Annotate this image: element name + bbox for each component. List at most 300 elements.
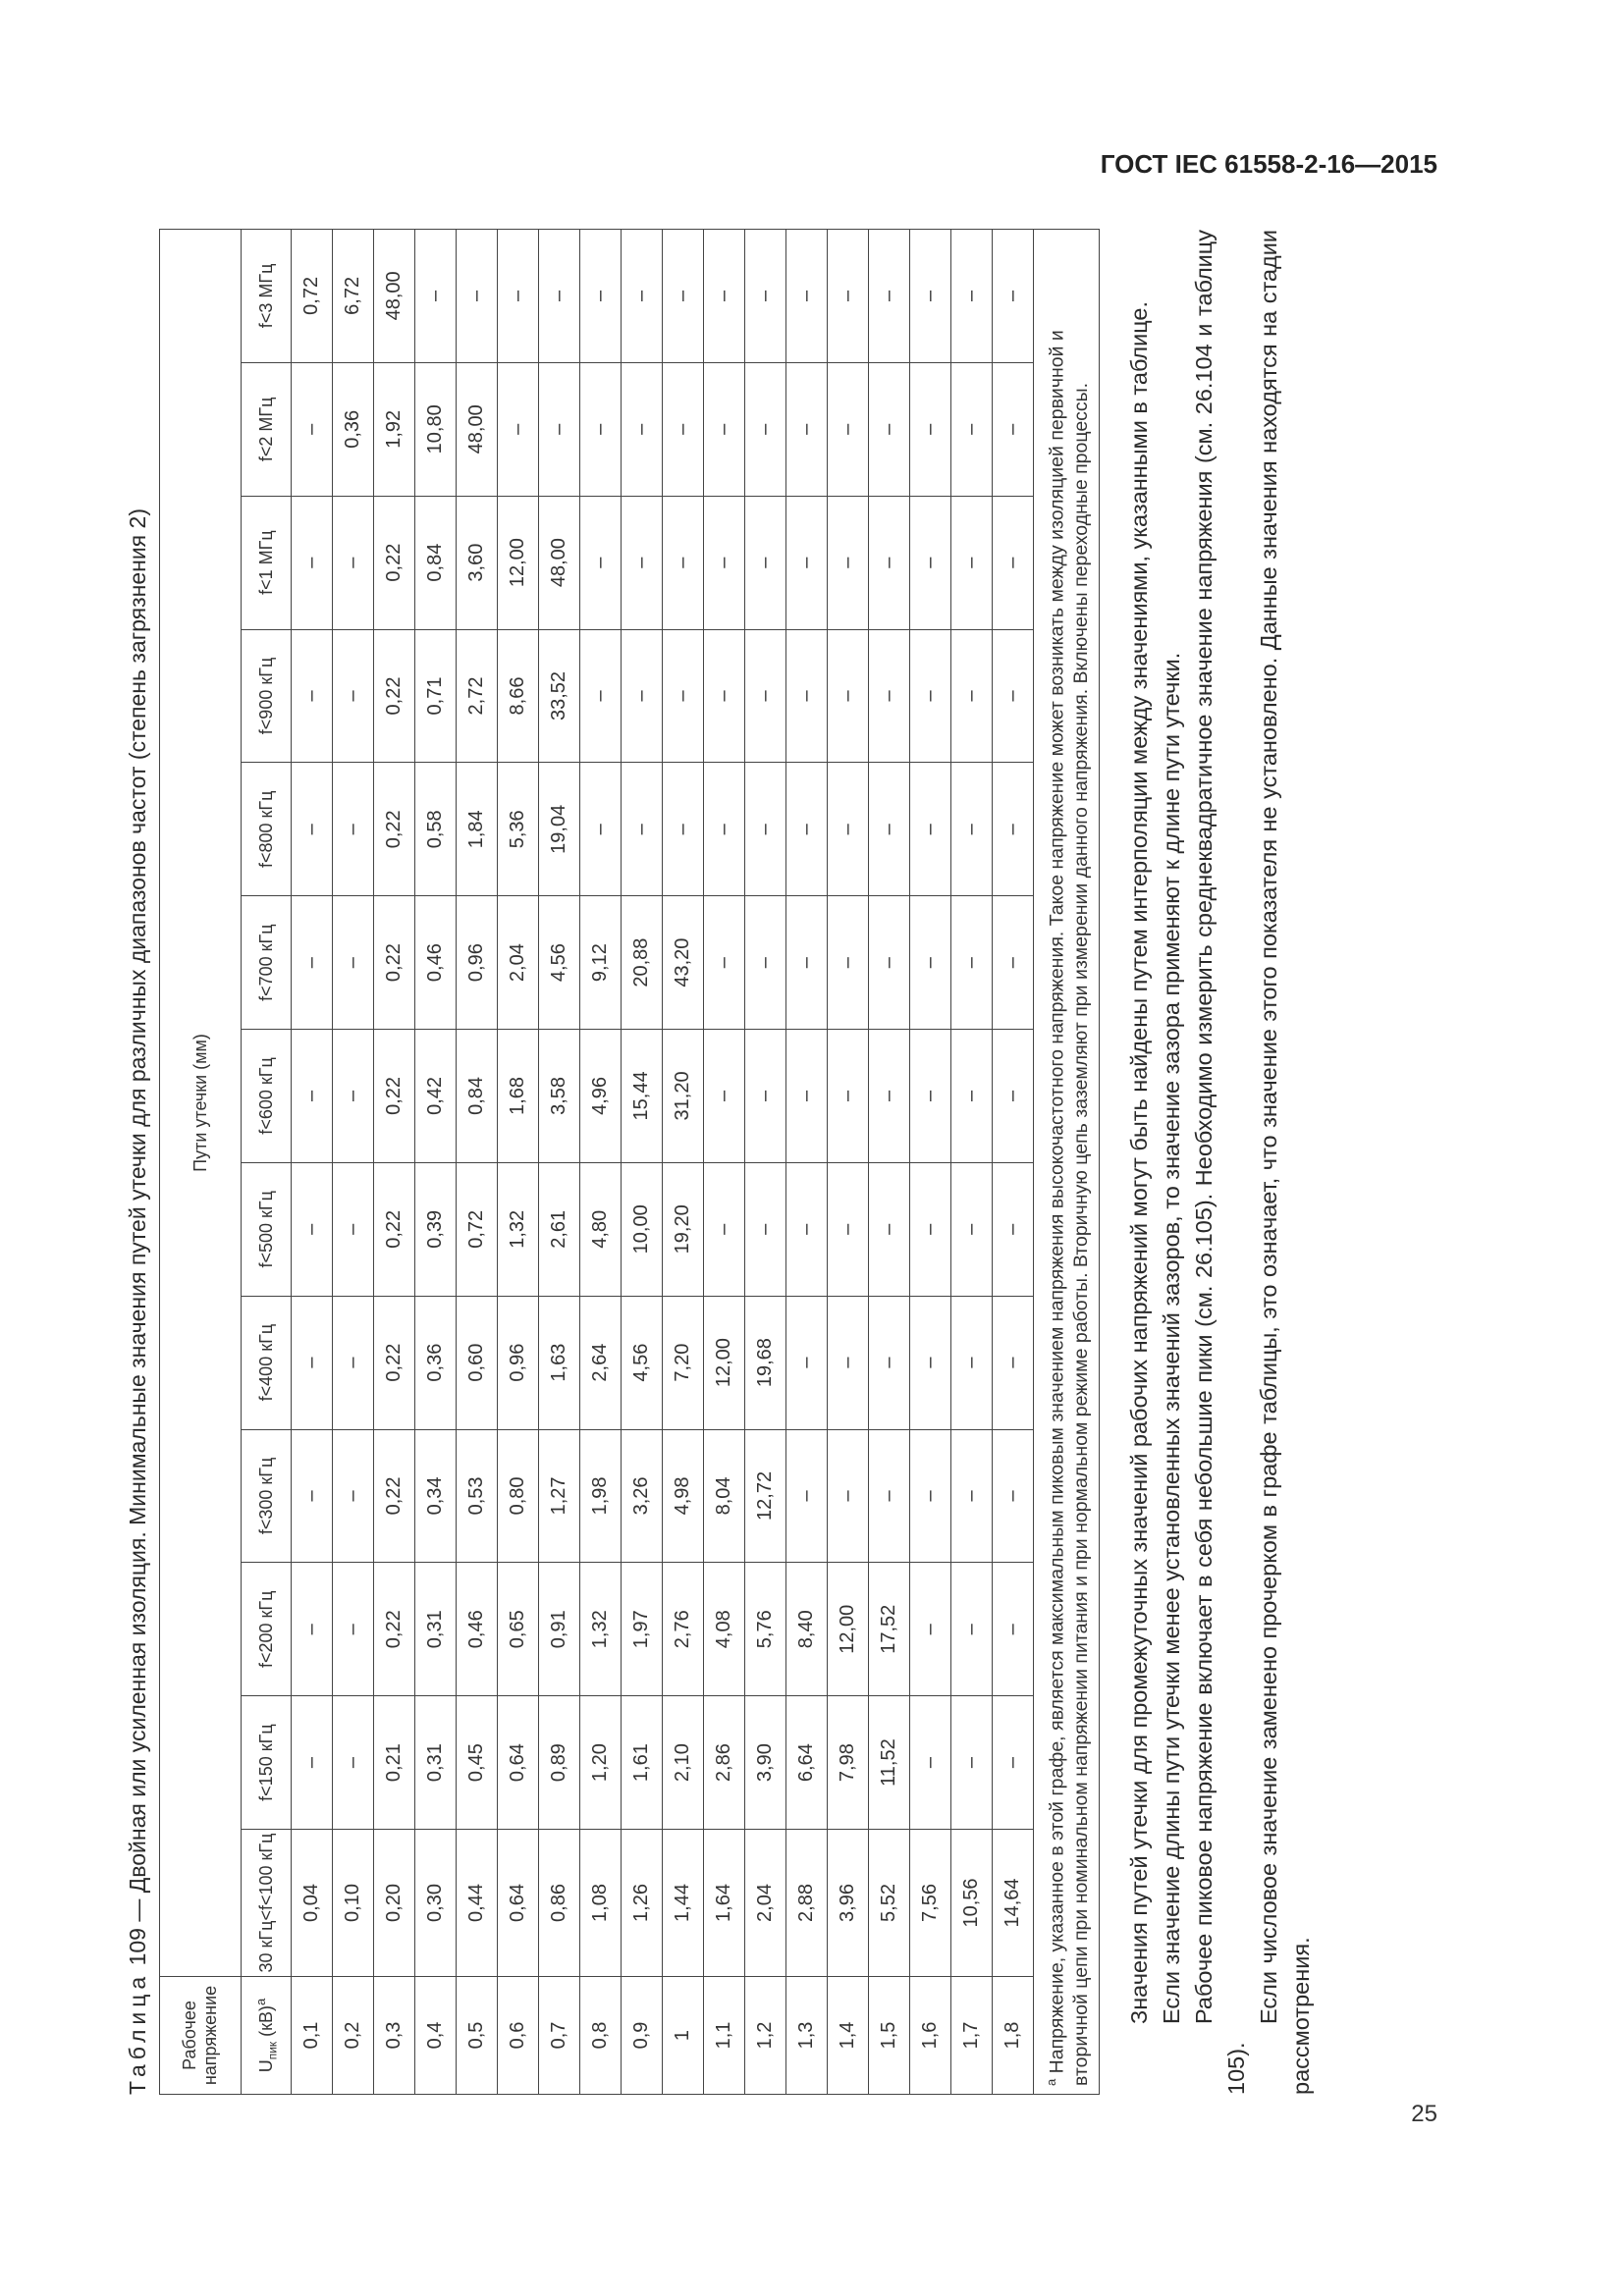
creepage-cell: – [292,763,333,896]
creepage-cell: 1,84 [457,763,498,896]
creepage-cell: 0,22 [374,1162,415,1296]
creepage-cell: 0,22 [374,1563,415,1696]
creepage-cell: 0,84 [457,1030,498,1163]
footnote-text: Напряжение, указанное в этой графе, является максимальным пиковым значением напряжения высокочастотного напряжения. Такое напряжение может возникать между изоляцией первичной и вторичной цепи при номинальном напряжении питания и при нормальном режиме работы. Вторичную цепь заземляют при измерении данного напряжения. Включены переходные процессы. [1046,330,1092,2086]
creepage-cell: 0,21 [374,1696,415,1830]
creepage-cell: – [786,1296,828,1429]
creepage-cell: – [993,629,1034,763]
creepage-cell: 0,71 [415,629,457,763]
creepage-cell: – [951,229,993,362]
paragraph-dash-meaning: Если числовое значение заменено прочерком в графе таблицы, это означает, что значение этого показателя не установлено. Данные значения находятся на стадии рассмотрения. [1255,230,1314,2095]
voltage-cell: 0,7 [539,1977,580,2095]
creepage-cell: – [333,1429,374,1563]
table-row [292,229,333,2094]
creepage-cell: 2,10 [663,1696,704,1830]
creepage-cell: 0,22 [374,1296,415,1429]
creepage-cell: – [292,362,333,496]
creepage-cell: – [333,1162,374,1296]
creepage-cell: – [910,1696,951,1830]
creepage-cell: 0,91 [539,1563,580,1696]
creepage-cell: – [993,496,1034,629]
creepage-cell: 6,64 [786,1696,828,1830]
creepage-cell: 3,26 [622,1429,663,1563]
creepage-cell: 0,46 [415,896,457,1030]
creepage-cell: – [622,763,663,896]
creepage-cell: – [580,629,622,763]
table-row [951,229,993,2094]
creepage-cell: – [910,362,951,496]
creepage-cell: – [663,496,704,629]
creepage-cell: – [333,1563,374,1696]
creepage-cell: – [539,362,580,496]
creepage-cell: 20,88 [622,896,663,1030]
document-code: ГОСТ IEC 61558-2-16—2015 [1100,149,1437,179]
creepage-cell: – [704,1030,745,1163]
creepage-cell: 17,52 [869,1563,910,1696]
working-voltage-header: Рабочее напряжение [160,1977,242,2095]
creepage-cell: – [745,496,786,629]
table-row [869,229,910,2094]
creepage-cell: – [951,1030,993,1163]
creepage-cell: – [869,1030,910,1163]
voltage-cell: 1,5 [869,1977,910,2095]
creepage-table [159,229,1100,2095]
creepage-cell: – [745,1030,786,1163]
creepage-cell: 1,20 [580,1696,622,1830]
creepage-cell: 1,32 [498,1162,539,1296]
creepage-cell: 0,31 [415,1696,457,1830]
creepage-cell: 0,34 [415,1429,457,1563]
creepage-cell: 0,96 [498,1296,539,1429]
creepage-cell: – [292,1563,333,1696]
frequency-column-header: f<1 МГц [242,496,292,629]
creepage-cell: 3,96 [828,1830,869,1977]
creepage-cell: 0,80 [498,1429,539,1563]
creepage-cell: – [292,896,333,1030]
creepage-cell: 1,97 [622,1563,663,1696]
voltage-cell: 0,8 [580,1977,622,2095]
creepage-cell: 0,30 [415,1830,457,1977]
creepage-cell: – [333,496,374,629]
creepage-cell: 1,61 [622,1696,663,1830]
creepage-cell: 1,64 [704,1830,745,1977]
creepage-cell: 2,04 [745,1830,786,1977]
creepage-cell: 4,56 [622,1296,663,1429]
creepage-cell: – [910,496,951,629]
creepage-cell: 2,64 [580,1296,622,1429]
creepage-cell: – [745,763,786,896]
creepage-cell: 1,98 [580,1429,622,1563]
creepage-cell: 3,90 [745,1696,786,1830]
table-row [415,229,457,2094]
creepage-cell: 0,10 [333,1830,374,1977]
page-number: 25 [1411,2101,1437,2127]
creepage-cell: – [951,896,993,1030]
voltage-cell: 1 [663,1977,704,2095]
creepage-cell: 33,52 [539,629,580,763]
creepage-cell: 4,80 [580,1162,622,1296]
creepage-cell: – [580,763,622,896]
creepage-cell: – [292,1030,333,1163]
creepage-cell: – [869,1429,910,1563]
creepage-cell: – [745,896,786,1030]
creepage-cell: – [292,1162,333,1296]
voltage-cell: 0,3 [374,1977,415,2095]
creepage-cell: 0,58 [415,763,457,896]
creepage-cell: – [704,896,745,1030]
table-row [704,229,745,2094]
creepage-cell: – [910,629,951,763]
creepage-cell: 1,32 [580,1563,622,1696]
creepage-cell: – [828,496,869,629]
creepage-cell: – [910,1563,951,1696]
creepage-cell: 0,72 [457,1162,498,1296]
creepage-cell: – [292,1429,333,1563]
rotated-table-block [116,230,1412,2095]
creepage-cell: – [333,763,374,896]
creepage-cell: – [704,629,745,763]
creepage-cell: – [663,229,704,362]
table-row [498,229,539,2094]
creepage-cell: 1,63 [539,1296,580,1429]
creepage-cell: 12,00 [828,1563,869,1696]
creepage-cell: 2,72 [457,629,498,763]
creepage-cell: 8,40 [786,1563,828,1696]
creepage-cell: 0,39 [415,1162,457,1296]
creepage-cell: 0,36 [415,1296,457,1429]
creepage-cell: – [333,896,374,1030]
creepage-cell: – [910,229,951,362]
creepage-cell: 9,12 [580,896,622,1030]
creepage-cell: 8,04 [704,1429,745,1563]
creepage-cell: – [828,1030,869,1163]
creepage-cell: 0,44 [457,1830,498,1977]
creepage-cell: – [828,763,869,896]
creepage-cell: – [951,1696,993,1830]
creepage-cell: 1,92 [374,362,415,496]
creepage-cell: 0,89 [539,1696,580,1830]
voltage-cell: 1,2 [745,1977,786,2095]
creepage-cell: – [910,1296,951,1429]
creepage-cell: – [993,1296,1034,1429]
frequency-column-header: f<400 кГц [242,1296,292,1429]
creepage-cell: 7,98 [828,1696,869,1830]
creepage-cell: 48,00 [539,496,580,629]
creepage-cell: – [292,496,333,629]
creepage-cell: 10,80 [415,362,457,496]
creepage-cell: 0,22 [374,629,415,763]
creepage-cell: 3,58 [539,1030,580,1163]
creepage-cell: – [786,362,828,496]
paragraph-clearance: Если значение длины пути утечки менее установленных значений зазоров, то значение зазора применяют к длине пути утечки. [1158,652,1184,2024]
creepage-cell: – [993,1162,1034,1296]
creepage-cell: 12,00 [498,496,539,629]
table-row [828,229,869,2094]
creepage-cell: 43,20 [663,896,704,1030]
creepage-cell: 1,08 [580,1830,622,1977]
creepage-cell: 5,52 [869,1830,910,1977]
creepage-cell: – [539,229,580,362]
voltage-cell: 1,4 [828,1977,869,2095]
creepage-cell: – [869,1162,910,1296]
creepage-cell: – [333,629,374,763]
creepage-cell: – [745,229,786,362]
creepage-cell: – [786,763,828,896]
creepage-cell: 3,60 [457,496,498,629]
creepage-cell: 7,56 [910,1830,951,1977]
creepage-cell: – [415,229,457,362]
creepage-cell: – [580,496,622,629]
creepage-cell: – [786,1162,828,1296]
frequency-column-header: f<3 МГц [242,229,292,362]
creepage-cell: 10,56 [951,1830,993,1977]
creepage-cell: – [993,229,1034,362]
creepage-cell: – [993,896,1034,1030]
voltage-cell: 1,3 [786,1977,828,2095]
creepage-cell: – [498,229,539,362]
voltage-cell: 0,4 [415,1977,457,2095]
creepage-cell: – [786,1030,828,1163]
table-row [663,229,704,2094]
creepage-cell: – [951,362,993,496]
creepage-cell: 0,42 [415,1030,457,1163]
paragraph-interpolation: Значения путей утечки для промежуточных значений рабочих напряжений могут быть найдены путем интерполяции между значениями, указанными в таблице. [1125,301,1152,2024]
table-caption [116,230,159,2095]
table-row [786,229,828,2094]
voltage-cell: 1,8 [993,1977,1034,2095]
creepage-cell: – [869,362,910,496]
creepage-cell: 1,68 [498,1030,539,1163]
creepage-cell: – [663,629,704,763]
creepage-cell: 0,96 [457,896,498,1030]
creepage-cell: 2,04 [498,896,539,1030]
creepage-cell: 19,20 [663,1162,704,1296]
creepage-cell: – [457,229,498,362]
frequency-column-header: f<900 кГц [242,629,292,763]
creepage-cell: 11,52 [869,1696,910,1830]
frequency-column-header: f<700 кГц [242,896,292,1030]
frequency-column-header: f<500 кГц [242,1162,292,1296]
creepage-cell: 2,86 [704,1696,745,1830]
creepage-cell: – [622,629,663,763]
creepage-cell: – [704,362,745,496]
creepage-cell: 48,00 [457,362,498,496]
body-text [1123,230,1318,2095]
creepage-cell: 5,36 [498,763,539,896]
table-row [374,229,415,2094]
table-row [580,229,622,2094]
footnote-mark-header: a [252,1998,268,2005]
creepage-cell: 0,45 [457,1696,498,1830]
creepage-cell: 0,22 [374,763,415,896]
voltage-cell: 0,1 [292,1977,333,2095]
creepage-cell: 0,31 [415,1563,457,1696]
creepage-cell: – [622,229,663,362]
creepage-cell: 15,44 [622,1030,663,1163]
creepage-cell: – [951,1563,993,1696]
creepage-cell: – [786,896,828,1030]
creepage-cell: 31,20 [663,1030,704,1163]
creepage-cell: 2,61 [539,1162,580,1296]
voltage-symbol: U [255,2059,276,2073]
frequency-column-header: f<800 кГц [242,763,292,896]
voltage-cell: 1,6 [910,1977,951,2095]
table-footnote [1034,229,1100,2094]
creepage-cell: – [951,1429,993,1563]
creepage-cell: – [951,1162,993,1296]
creepage-cell: – [828,1162,869,1296]
creepage-cell: 4,98 [663,1429,704,1563]
creepage-cell: 14,64 [993,1830,1034,1977]
footnote-mark: a [1044,2078,1058,2086]
creepage-cell: – [869,896,910,1030]
creepage-cell: 0,53 [457,1429,498,1563]
creepage-cell: – [869,229,910,362]
creepage-cell: 1,27 [539,1429,580,1563]
creepage-cell: – [498,362,539,496]
voltage-cell: 0,2 [333,1977,374,2095]
voltage-subscript: пик [265,2041,280,2060]
creepage-cell: – [993,1563,1034,1696]
creepage-cell: 0,84 [415,496,457,629]
creepage-cell: 6,72 [333,229,374,362]
creepage-cell: 4,56 [539,896,580,1030]
creepage-cell: – [704,1162,745,1296]
creepage-cell: – [828,1429,869,1563]
frequency-column-header: f<2 МГц [242,362,292,496]
creepage-cell: 0,36 [333,362,374,496]
frequency-column-header: f<150 кГц [242,1696,292,1830]
creepage-cell: – [828,362,869,496]
creepage-cell: – [292,629,333,763]
creepage-cell: – [910,896,951,1030]
creepage-cell: 1,44 [663,1830,704,1977]
creepage-cell: – [993,763,1034,896]
creepage-cell: 48,00 [374,229,415,362]
creepage-cell: 8,66 [498,629,539,763]
creepage-cell: – [333,1696,374,1830]
creepage-cell: – [869,1296,910,1429]
creepage-cell: – [292,1696,333,1830]
creepage-cell: – [786,1429,828,1563]
paragraph-peak-voltage: Рабочее пиковое напряжение включает в себя небольшие пики (см. 26.105). Необходимо измерить среднеквадратичное значение напряжения (см. 26.104 и таблицу 105). [1190,230,1249,2095]
creepage-cell: 2,76 [663,1563,704,1696]
creepage-cell: – [869,763,910,896]
frequency-column-header: f<300 кГц [242,1429,292,1563]
creepage-cell: – [663,362,704,496]
creepage-cell: 0,86 [539,1830,580,1977]
creepage-cell: 4,08 [704,1563,745,1696]
creepage-cell: – [745,629,786,763]
creepage-cell: – [869,629,910,763]
table-row [622,229,663,2094]
table-row [910,229,951,2094]
creepage-cell: – [622,496,663,629]
creepage-cell: 0,65 [498,1563,539,1696]
voltage-column-header [242,1977,292,2095]
creepage-cell: 0,22 [374,1030,415,1163]
creepage-cell: 2,88 [786,1830,828,1977]
creepage-cell: 5,76 [745,1563,786,1696]
creepage-cell: – [786,629,828,763]
creepage-cell: – [580,229,622,362]
creepage-cell: – [704,496,745,629]
creepage-cell: 19,04 [539,763,580,896]
creepage-cell: – [704,763,745,896]
voltage-unit: (кВ) [255,2004,276,2042]
creepage-cell: – [993,1429,1034,1563]
creepage-cell: – [910,763,951,896]
creepage-cell: 0,04 [292,1830,333,1977]
creepage-cell: – [951,629,993,763]
creepage-cell: – [828,1296,869,1429]
creepage-cell: 0,22 [374,896,415,1030]
creepage-cell: – [745,362,786,496]
creepage-cell: – [910,1429,951,1563]
creepage-cell: 4,96 [580,1030,622,1163]
creepage-cell: – [828,629,869,763]
creepage-cell: 0,64 [498,1696,539,1830]
creepage-cell: – [951,496,993,629]
frequency-column-header: f<600 кГц [242,1030,292,1163]
creepage-cell: – [869,496,910,629]
creepage-cell: 0,22 [374,1429,415,1563]
creepage-cell: 10,00 [622,1162,663,1296]
creepage-cell: – [704,229,745,362]
creepage-cell: – [333,1030,374,1163]
creepage-cell: 0,20 [374,1830,415,1977]
voltage-cell: 1,1 [704,1977,745,2095]
voltage-cell: 0,5 [457,1977,498,2095]
creepage-cell: – [910,1162,951,1296]
creepage-cell: 0,22 [374,496,415,629]
table-row [457,229,498,2094]
table-row [993,229,1034,2094]
voltage-cell: 0,9 [622,1977,663,2095]
creepage-cell: – [828,896,869,1030]
creepage-cell: – [951,1296,993,1429]
creepage-cell: – [993,362,1034,496]
creepage-cell: 12,72 [745,1429,786,1563]
voltage-cell: 0,6 [498,1977,539,2095]
creepage-cell: – [993,1696,1034,1830]
table-body [292,229,1034,2094]
creepage-cell: 1,26 [622,1830,663,1977]
voltage-cell: 1,7 [951,1977,993,2095]
table-caption-text: 109 — Двойная или усиленная изоляция. Минимальные значения путей утечки для различных диапазонов частот (степень загрязнения 2) [125,508,150,1972]
creepage-cell: 7,20 [663,1296,704,1429]
creepage-cell: – [993,1030,1034,1163]
creepage-cell: 0,64 [498,1830,539,1977]
table-row [333,229,374,2094]
creepage-cell: 0,60 [457,1296,498,1429]
creepage-cell: – [333,1296,374,1429]
frequency-column-header: f<200 кГц [242,1563,292,1696]
creepage-cell: – [622,362,663,496]
creepage-cell: 0,46 [457,1563,498,1696]
creepage-cell: 0,72 [292,229,333,362]
creepage-cell: – [663,763,704,896]
table-caption-label: Таблица [125,1971,150,2095]
creepage-cell: – [910,1030,951,1163]
creepage-cell: – [745,1162,786,1296]
creepage-cell: – [951,763,993,896]
frequency-column-header: 30 кГц<f<100 кГц [242,1830,292,1977]
creepage-cell: – [786,496,828,629]
creepage-cell: – [786,229,828,362]
creepage-cell: 19,68 [745,1296,786,1429]
creepage-cell: – [580,362,622,496]
